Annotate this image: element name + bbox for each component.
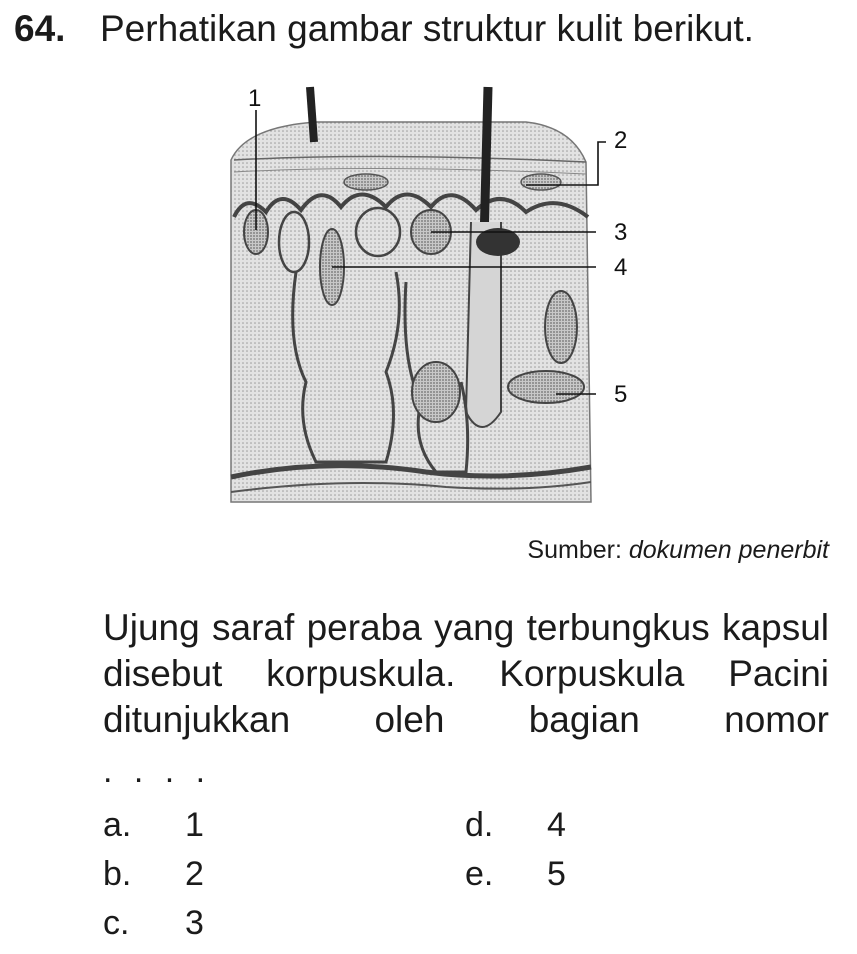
option-value: 4 — [547, 806, 566, 844]
figure-label-3: 3 — [614, 219, 628, 246]
option-b[interactable] — [103, 855, 204, 894]
question-number: 64. — [14, 8, 66, 49]
question-text: Ujung saraf peraba yang terbungkus kapsul disebut korpuskula. Korpuskula Pacini ditunjukkan oleh bagian nomor — [103, 607, 829, 740]
corpuscle-5 — [508, 371, 584, 403]
figure-label-1: 1 — [248, 85, 262, 112]
question-title: Perhatikan gambar struktur kulit berikut. — [100, 8, 754, 49]
option-c[interactable] — [103, 904, 204, 943]
hair-shaft — [310, 87, 314, 142]
option-value: 2 — [185, 855, 204, 893]
hair-shaft — [484, 87, 488, 242]
corpuscle — [545, 291, 577, 363]
option-letter: d. — [465, 806, 494, 844]
option-d[interactable] — [465, 806, 566, 845]
figure-label-4: 4 — [614, 254, 628, 281]
figure-label-5: 5 — [614, 381, 628, 408]
option-letter: a. — [103, 806, 132, 844]
option-a[interactable] — [103, 806, 204, 845]
source-prefix: Sumber: — [527, 536, 622, 564]
option-letter: b. — [103, 855, 132, 893]
option-e[interactable] — [465, 855, 566, 894]
option-letter: e. — [465, 855, 494, 893]
figure-source — [527, 536, 829, 565]
option-letter: c. — [103, 904, 130, 942]
option-value: 3 — [185, 904, 204, 942]
free-nerve-ending — [344, 174, 388, 190]
question-ellipsis: . . . . — [103, 752, 212, 790]
option-value: 5 — [547, 855, 566, 893]
source-name: dokumen penerbit — [628, 536, 829, 564]
sebaceous-gland — [412, 362, 460, 422]
free-nerve-ending — [521, 174, 561, 190]
figure-label-2: 2 — [614, 127, 628, 154]
option-value: 1 — [185, 806, 204, 844]
skin-structure-figure — [226, 82, 646, 522]
